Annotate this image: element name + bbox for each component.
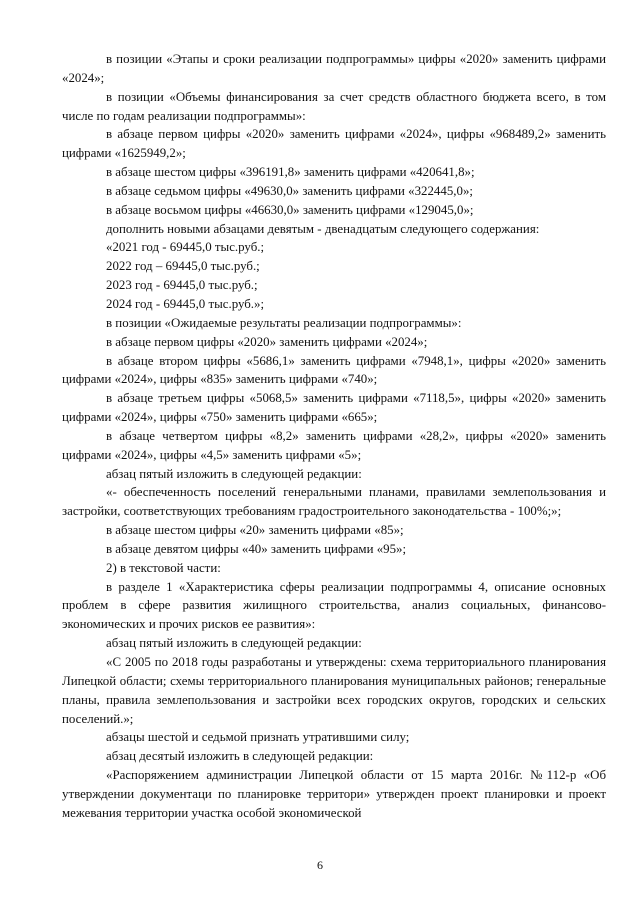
paragraph: в абзаце третьем цифры «5068,5» заменить цифрами «7118,5», цифры «2020» заменить цифрами «2024», цифры «750» заменить цифрами «665»; <box>62 391 606 425</box>
paragraph: «Распоряжением администрации Липецкой области от 15 марта 2016г. №112-р «Об утверждении документаци по планировке территори» утвержден проект планировки и проект межевания территории участка особой экономической <box>62 768 606 820</box>
document-body <box>62 50 606 823</box>
paragraph: «2021 год - 69445,0 тыс.руб.; <box>106 240 265 255</box>
paragraph: 2) в текстовой части: <box>106 560 221 575</box>
paragraph: в абзаце девятом цифры «40» заменить цифрами «95»; <box>106 541 407 556</box>
paragraph: абзац десятый изложить в следующей редакции: <box>106 749 374 764</box>
paragraph: «С 2005 по 2018 годы разработаны и утверждены: схема территориального планирования Липецкой области; схемы территориального планирования муниципальных районов; генеральные планы, правила землепользования и застройки всех городских округов, городских и сельских поселений.»; <box>62 655 606 726</box>
paragraph: в абзаце первом цифры «2020» заменить цифрами «2024», цифры «968489,2» заменить цифрами «1625949,2»; <box>62 127 606 161</box>
paragraph: дополнить новыми абзацами девятым - двенадцатым следующего содержания: <box>106 221 540 236</box>
paragraph: абзац пятый изложить в следующей редакции: <box>106 466 362 481</box>
paragraph: в позиции «Объемы финансирования за счет средств областного бюджета всего, в том числе по годам реализации подпрограммы»: <box>62 89 606 123</box>
paragraph: в абзаце седьмом цифры «49630,0» заменить цифрами «322445,0»; <box>106 183 473 198</box>
paragraph: в абзаце первом цифры «2020» заменить цифрами «2024»; <box>106 334 428 349</box>
page-number: 6 <box>317 858 323 872</box>
paragraph: абзац пятый изложить в следующей редакции: <box>106 636 362 651</box>
paragraph: в абзаце втором цифры «5686,1» заменить цифрами «7948,1», цифры «2020» заменить цифрами «2024», цифры «835» заменить цифрами «740»; <box>62 353 606 387</box>
paragraph: в абзаце четвертом цифры «8,2» заменить цифрами «28,2», цифры «2020» заменить цифрами «2024», цифры «4,5» заменить цифрами «5»; <box>62 428 606 462</box>
paragraph: в абзаце шестом цифры «396191,8» заменить цифрами «420641,8»; <box>106 165 475 180</box>
paragraph: 2022 год – 69445,0 тыс.руб.; <box>106 259 260 274</box>
paragraph: 2024 год - 69445,0 тыс.руб.»; <box>106 296 265 311</box>
paragraph: в позиции «Этапы и сроки реализации подпрограммы» цифры «2020» заменить цифрами «2024»; <box>62 52 606 85</box>
paragraph: в позиции «Ожидаемые результаты реализации подпрограммы»: <box>106 315 462 330</box>
paragraph: в абзаце шестом цифры «20» заменить цифрами «85»; <box>106 523 404 538</box>
paragraph: «- обеспеченность поселений генеральными планами, правилами землепользования и застройки, соответствующих требованиям градостроительного законодательства - 100%;»; <box>62 485 606 519</box>
paragraph: абзацы шестой и седьмой признать утратившими силу; <box>106 730 410 745</box>
paragraph: в абзаце восьмом цифры «46630,0» заменить цифрами «129045,0»; <box>106 202 474 217</box>
paragraph: в разделе 1 «Характеристика сферы реализации подпрограммы 4, описание основных проблем в сфере развития жилищного строительства, анализ социальных, финансово-экономических и прочих рисков ее развития»: <box>62 579 606 632</box>
paragraph: 2023 год - 69445,0 тыс.руб.; <box>106 278 258 293</box>
